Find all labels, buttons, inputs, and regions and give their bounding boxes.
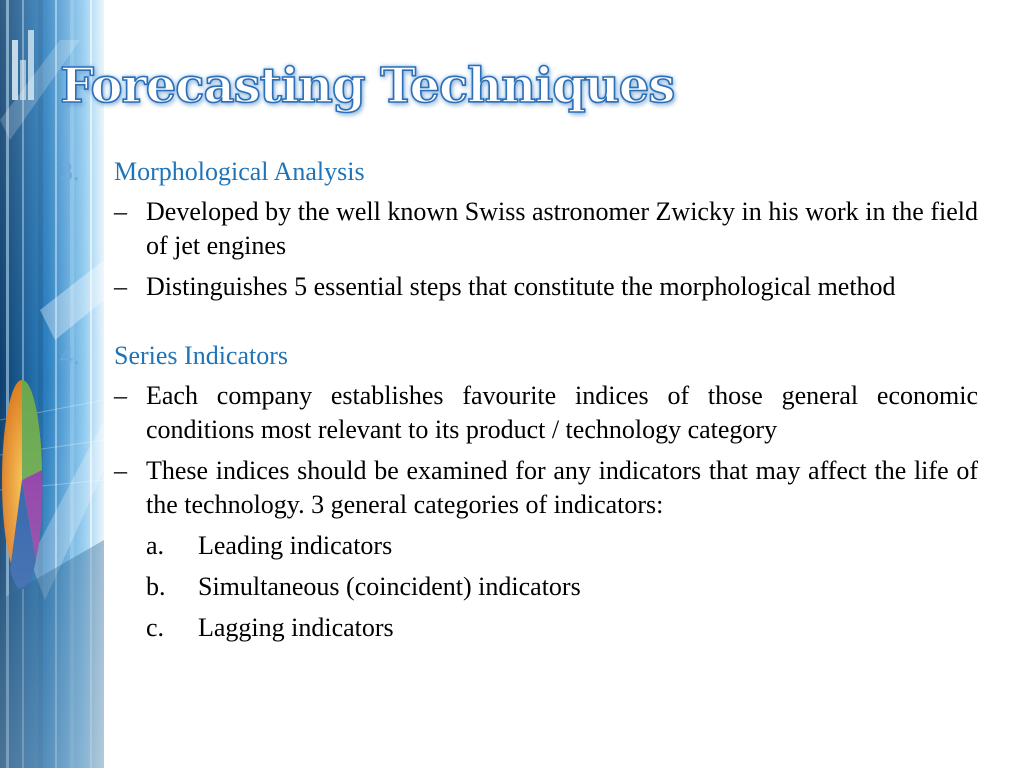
sub-list-letter: b. — [146, 572, 166, 601]
section-number: 4. — [60, 341, 80, 370]
bullet-text: Developed by the well known Swiss astronomer Zwicky in his work in the field of jet engines — [146, 197, 978, 260]
bullet-item — [60, 454, 978, 522]
bullet-text: Distinguishes 5 essential steps that constitute the morphological method — [146, 272, 896, 301]
bullet-item — [60, 195, 978, 263]
slide-title: Forecasting Techniques — [60, 58, 675, 114]
section-heading-morphological-analysis — [60, 155, 978, 189]
sub-list-item — [60, 570, 978, 604]
section-number: 3. — [60, 157, 80, 186]
section-spacer — [60, 311, 978, 339]
section-heading-series-indicators — [60, 339, 978, 373]
dash-marker: – — [114, 272, 127, 301]
section-heading-text: Morphological Analysis — [114, 157, 365, 186]
sub-list-text: Leading indicators — [198, 531, 393, 560]
sub-list-letter: c. — [146, 613, 165, 642]
dash-marker: – — [114, 456, 127, 485]
slide-content — [60, 155, 978, 652]
sub-list-item — [60, 611, 978, 645]
dash-marker: – — [114, 197, 127, 226]
sub-list-item — [60, 529, 978, 563]
sub-list-letter: a. — [146, 531, 165, 560]
bullet-item — [60, 379, 978, 447]
sub-list-text: Simultaneous (coincident) indicators — [198, 572, 581, 601]
bullet-item — [60, 270, 978, 304]
bullet-text: These indices should be examined for any indicators that may affect the life of the technology. 3 general categories of indicators: — [146, 456, 978, 519]
section-heading-text: Series Indicators — [114, 341, 289, 370]
bullet-text: Each company establishes favourite indices of those general economic conditions most relevant to its product / technology category — [146, 381, 978, 444]
dash-marker: – — [114, 381, 127, 410]
sub-list-text: Lagging indicators — [198, 613, 394, 642]
